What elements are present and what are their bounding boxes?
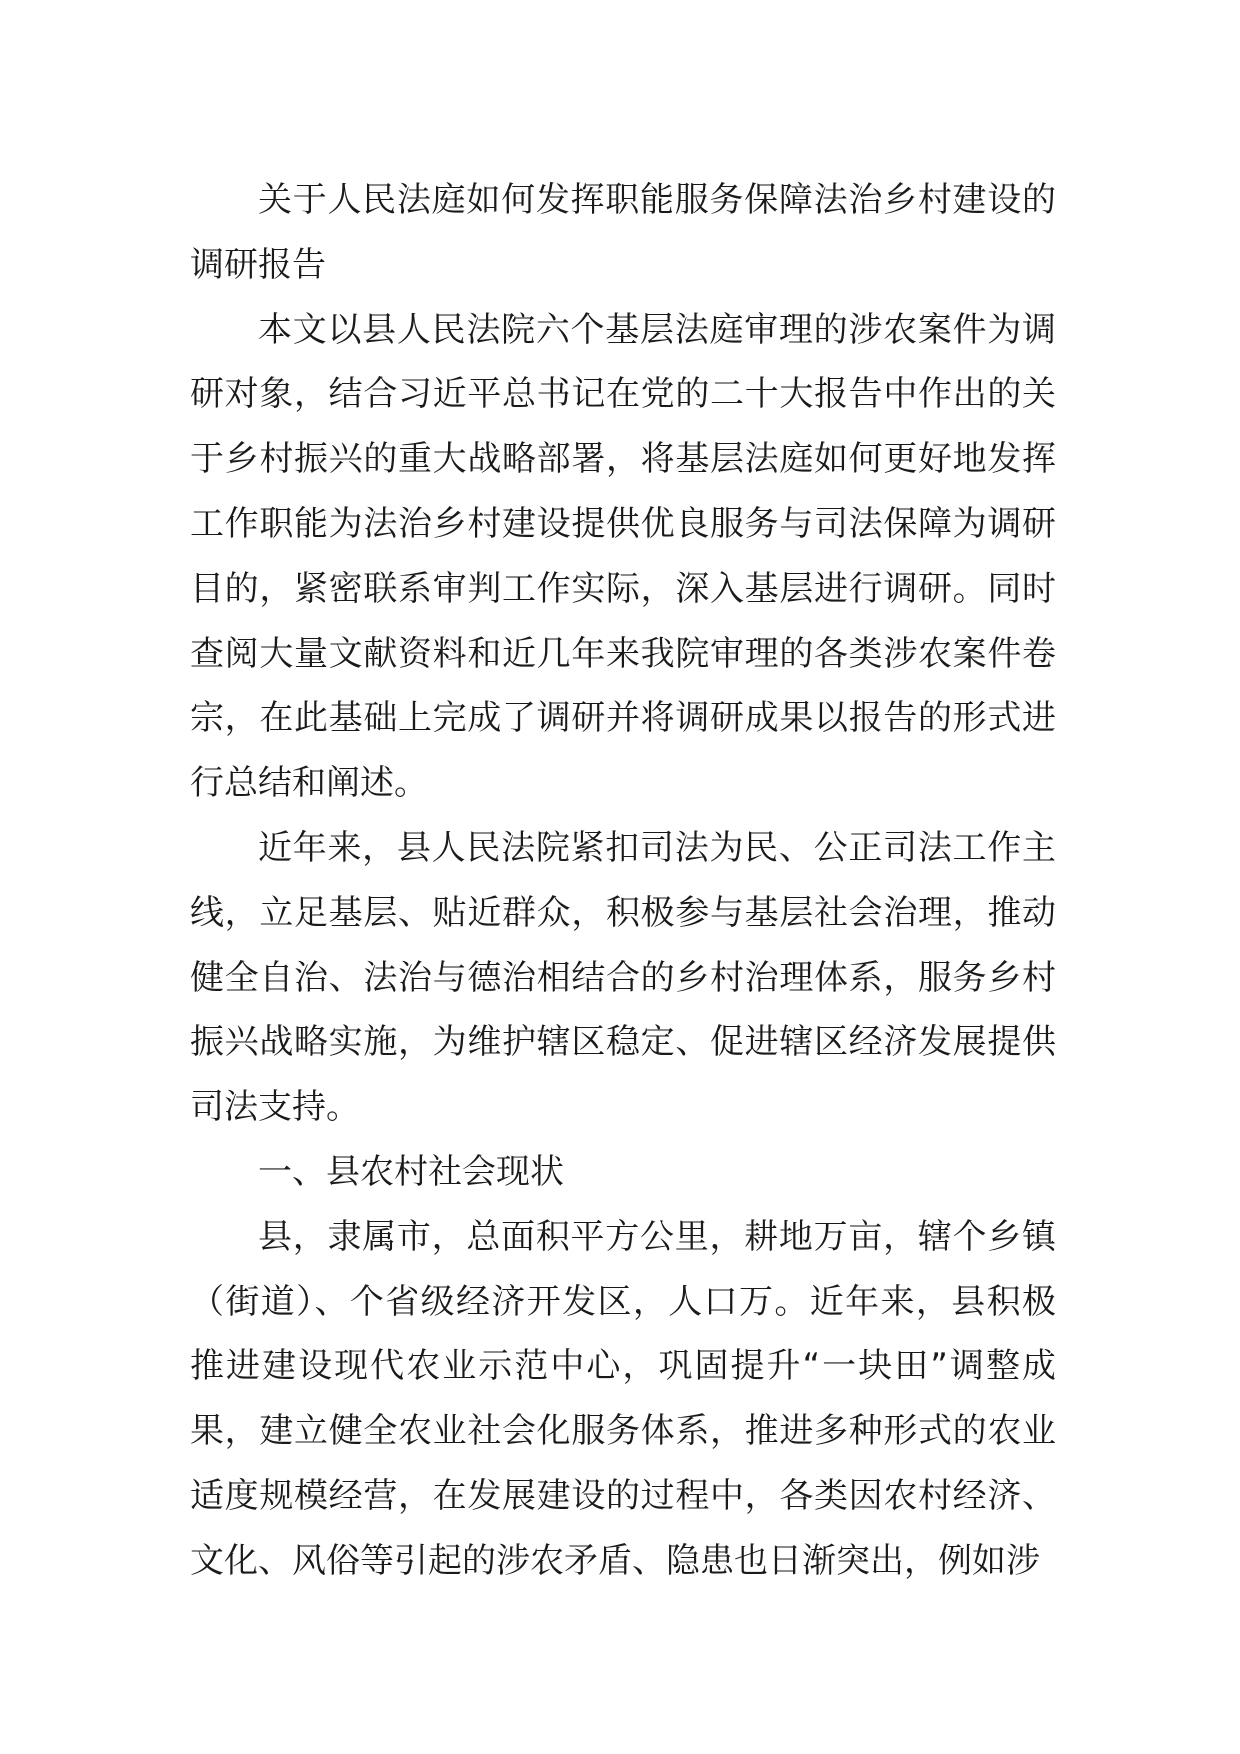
document-body — [190, 168, 1056, 1594]
background-paragraph: 近年来，县人民法院紧扣司法为民、公正司法工作主线，立足基层、贴近群众，积极参与基层社会治理，推动健全自治、法治与德治相结合的乡村治理体系，服务乡村振兴战略实施，为维护辖区稳定、促进辖区经济发展提供司法支持。 — [190, 827, 1056, 1128]
section-paragraph: 县，隶属市，总面积平方公里，耕地万亩，辖个乡镇（街道）、个省级经济开发区，人口万。近年来，县积极推进建设现代农业示范中心，巩固提升“一块田”调整成果，建立健全农业社会化服务体系，推进多种形式的农业适度规模经营，在发展建设的过程中，各类因农村经济、文化、风俗等引起的涉农矛盾、隐患也日渐突出，例如涉 — [190, 1216, 1056, 1581]
document-title: 关于人民法庭如何发挥职能服务保障法治乡村建设的调研报告 — [190, 180, 1056, 285]
intro-paragraph: 本文以县人民法院六个基层法庭审理的涉农案件为调研对象，结合习近平总书记在党的二十大报告中作出的关于乡村振兴的重大战略部署，将基层法庭如何更好地发挥工作职能为法治乡村建设提供优良服务与司法保障为调研目的，紧密联系审判工作实际，深入基层进行调研。同时查阅大量文献资料和近几年来我院审理的各类涉农案件卷宗，在此基础上完成了调研并将调研成果以报告的形式进行总结和阐述。 — [190, 309, 1056, 804]
section-heading: 一、县农村社会现状 — [258, 1151, 564, 1192]
